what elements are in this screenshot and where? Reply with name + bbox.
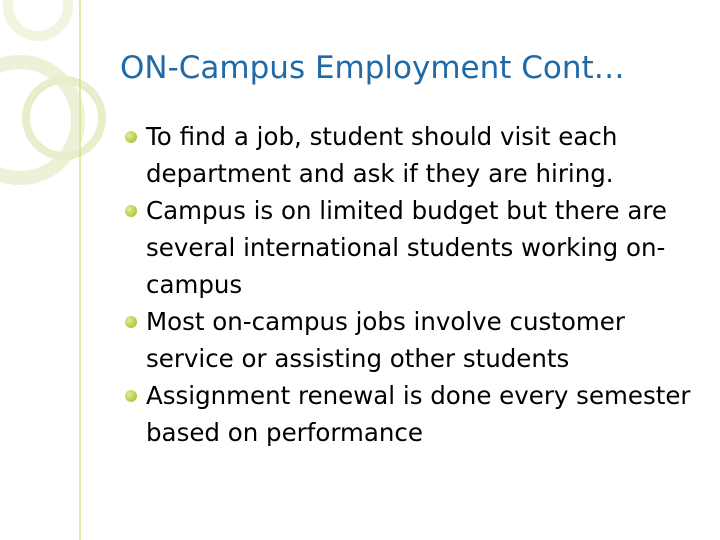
bullet-text: Most on-campus jobs involve customer service or assisting other students [146, 307, 625, 373]
bullet-item [122, 118, 702, 192]
bullet-item [122, 192, 702, 303]
bullet-list [122, 118, 702, 451]
decorative-ring-top [8, 0, 68, 36]
slide-title: ON-Campus Employment Cont… [120, 50, 625, 86]
bullet-dot-icon [125, 131, 137, 143]
bullet-text: Campus is on limited budget but there are several international students working on-campus [146, 196, 667, 299]
bullet-item [122, 377, 702, 451]
bullet-dot-icon [125, 316, 137, 328]
bullet-text: To find a job, student should visit each department and ask if they are hiring. [146, 122, 618, 188]
bullet-dot-icon [125, 390, 137, 402]
bullet-dot-icon [125, 205, 137, 217]
bullet-text: Assignment renewal is done every semester based on performance [146, 381, 691, 447]
bullet-item [122, 303, 702, 377]
